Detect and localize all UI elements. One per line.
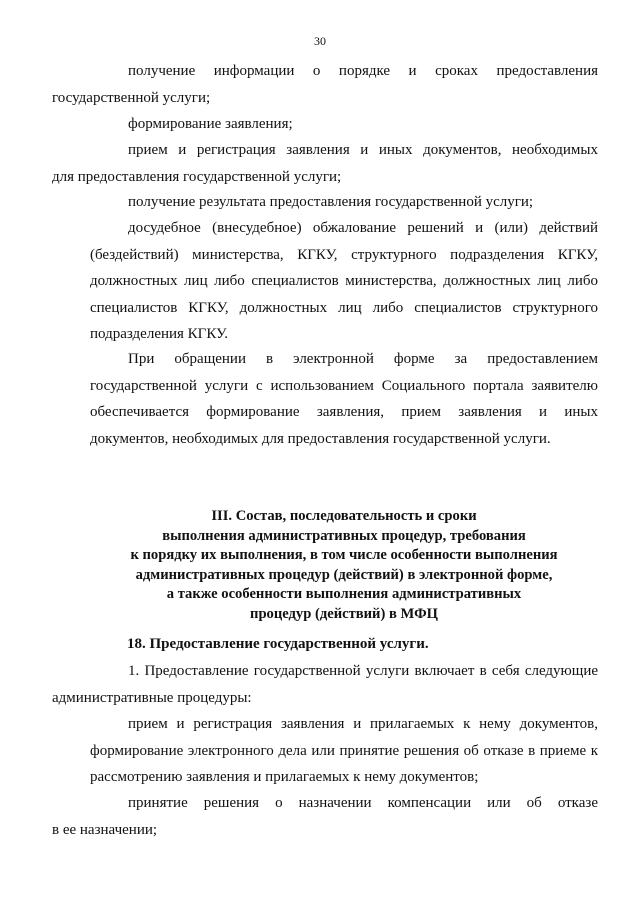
paragraph-line: административные процедуры: xyxy=(52,689,252,706)
section-heading-line: к порядку их выполнения, в том числе особенности выполнения xyxy=(130,547,558,563)
section-heading-line: выполнения административных процедур, требования xyxy=(162,527,526,544)
paragraph-line: для предоставления государственной услуги; xyxy=(52,168,342,185)
paragraph-compensation-decision xyxy=(52,790,598,843)
paragraph-line: принятие решения о назначении компенсации или об отказе xyxy=(128,795,598,811)
page-number: 30 xyxy=(314,34,326,48)
paragraph-line: 1. Предоставление государственной услуги включает в себя следующие xyxy=(128,663,598,679)
paragraph-electronic-form: При обращении в электронной форме за предоставлением государственной услуги с использованием Социального портала заявителю обеспечивается формирование заявления, прием заявления и иных документов, необходимых для предоставления государственной услуги. xyxy=(90,351,598,447)
paragraph-appeal: досудебное (внесудебное) обжалование решений и (или) действий (бездействий) министерства, КГКУ, структурного подразделения КГКУ, должностных лиц либо специалистов министерства, должностных лиц либо специалистов КГКУ, должностных лиц либо специалистов структурного подразделения КГКУ. xyxy=(90,220,598,342)
paragraph-line: в ее назначении; xyxy=(52,821,158,838)
subsection-title: 18. Предоставление государственной услуги. xyxy=(127,636,429,652)
section-heading-line: административных процедур (действий) в электронной форме, xyxy=(135,566,553,583)
paragraph-reception-registration xyxy=(52,137,598,190)
paragraph-service-includes xyxy=(52,658,598,711)
section-heading-line: процедур (действий) в МФЦ xyxy=(250,605,438,622)
section-heading xyxy=(90,507,598,624)
section-heading-line: III. Состав, последовательность и сроки xyxy=(211,508,477,524)
paragraph-line: государственной услуги; xyxy=(52,89,211,106)
section-heading-line: а также особенности выполнения административных xyxy=(166,586,522,602)
paragraph-reception-documents: прием и регистрация заявления и прилагаемых к нему документов, формирование электронного дела или принятие решения об отказе в приеме к рассмотрению заявления и прилагаемых к нему документов; xyxy=(90,716,598,785)
paragraph-line: получение информации о порядке и сроках предоставления xyxy=(128,63,598,79)
paragraph-info-order xyxy=(52,58,598,111)
paragraph-receive-result: получение результата предоставления государственной услуги; xyxy=(128,194,534,210)
paragraph-form-application: формирование заявления; xyxy=(128,116,293,132)
paragraph-line: прием и регистрация заявления и иных документов, необходимых xyxy=(128,142,598,158)
